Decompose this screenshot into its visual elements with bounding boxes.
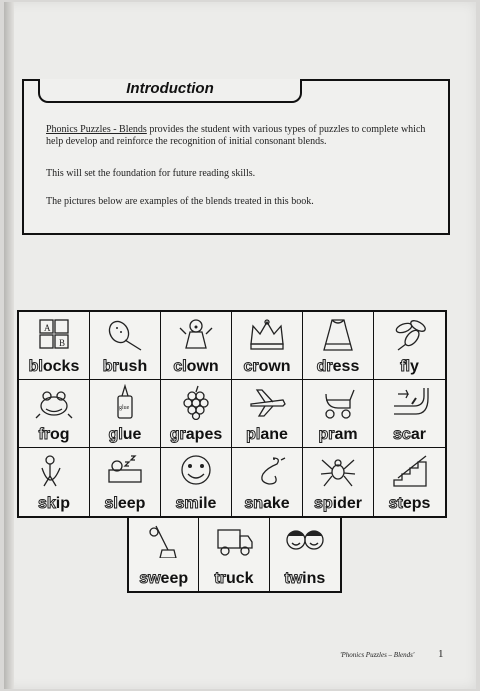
word-ending: og <box>50 426 70 443</box>
blend-letters: pr <box>318 426 335 443</box>
blend-letters: sp <box>313 495 333 512</box>
blend-letters: sn <box>244 495 263 512</box>
word-card-skip <box>19 448 90 516</box>
blend-word-grid-bottom <box>127 518 342 593</box>
word-ending: am <box>334 426 358 443</box>
crown-icon <box>247 316 287 352</box>
word-label <box>161 358 231 376</box>
blend-letters: br <box>102 358 119 375</box>
book-title-link: Phonics Puzzles - Blends <box>46 124 147 135</box>
word-label <box>161 495 231 513</box>
blend-letters: st <box>388 495 403 512</box>
blend-letters: sw <box>139 570 161 587</box>
word-label <box>129 570 198 588</box>
blend-letters: cl <box>173 358 187 375</box>
word-ending: apes <box>185 426 223 443</box>
word-card-pram <box>303 380 374 448</box>
word-card-fly <box>374 312 445 380</box>
word-card-crown <box>232 312 303 380</box>
pram-icon <box>318 384 358 420</box>
word-card-blocks <box>19 312 90 380</box>
blend-letters: cr <box>243 358 259 375</box>
word-card-scar <box>374 380 445 448</box>
intro-paragraph-1 <box>46 124 436 148</box>
blend-letters: fl <box>400 358 410 375</box>
word-card-glue <box>90 380 161 448</box>
word-card-truck <box>199 518 269 591</box>
word-label <box>374 495 445 513</box>
word-card-spider <box>303 448 374 516</box>
blend-letters: sk <box>37 495 56 512</box>
word-ending: eps <box>402 495 431 512</box>
word-label <box>232 358 302 376</box>
word-card-twins <box>270 518 340 591</box>
word-ending: own <box>258 358 291 375</box>
word-ending: ip <box>55 495 70 512</box>
plane-icon <box>247 384 287 420</box>
word-ending: ue <box>122 426 142 443</box>
word-label <box>232 495 302 513</box>
word-label <box>19 495 89 513</box>
word-ending: own <box>186 358 219 375</box>
word-label <box>303 358 373 376</box>
blend-word-grid <box>17 310 447 518</box>
word-card-sleep <box>90 448 161 516</box>
sweep-icon <box>144 522 184 558</box>
word-label <box>19 426 89 444</box>
word-label <box>232 426 302 444</box>
blend-letters: sl <box>104 495 118 512</box>
word-label <box>161 426 231 444</box>
blend-letters: tw <box>284 570 303 587</box>
word-ending: ocks <box>42 358 80 375</box>
word-label <box>270 570 340 588</box>
truck-icon <box>214 522 254 558</box>
word-card-frog <box>19 380 90 448</box>
word-ending: ane <box>260 426 288 443</box>
page-number: 1 <box>438 648 444 660</box>
word-card-snake <box>232 448 303 516</box>
word-label <box>90 358 160 376</box>
glue-icon <box>105 384 145 420</box>
word-ending: ush <box>118 358 148 375</box>
spider-icon <box>318 452 358 488</box>
page-binding <box>4 2 14 689</box>
intro-paragraph-2: This will set the foundation for future reading skills. <box>46 168 256 179</box>
word-ending: eep <box>117 495 146 512</box>
grapes-icon <box>176 384 216 420</box>
word-card-brush <box>90 312 161 380</box>
clown-icon <box>176 316 216 352</box>
brush-icon <box>105 316 145 352</box>
word-label <box>374 358 445 376</box>
dress-icon <box>318 316 358 352</box>
blend-letters: gr <box>169 426 186 443</box>
fly-icon <box>390 316 430 352</box>
word-ending: ider <box>332 495 362 512</box>
frog-icon <box>34 384 74 420</box>
intro-paragraph-3: The pictures below are examples of the blends treated in this book. <box>46 196 314 207</box>
scar-icon <box>390 384 430 420</box>
blend-letters: gl <box>108 426 123 443</box>
word-ending: ess <box>332 358 360 375</box>
svg-text:B: B <box>59 338 66 348</box>
blend-letters: tr <box>214 570 226 587</box>
word-label <box>374 426 445 444</box>
word-card-sweep <box>129 518 199 591</box>
word-label <box>90 495 160 513</box>
word-ending: ar <box>410 426 426 443</box>
intro-paragraph-1-rest: provides the student with various types of puzzles to complete which help develop and reinforce the recognition of initial consonant blends. <box>46 124 426 147</box>
word-card-smile <box>161 448 232 516</box>
snake-icon <box>247 452 287 488</box>
blocks-icon <box>34 316 74 352</box>
sleep-icon <box>105 452 145 488</box>
svg-text:A: A <box>44 323 51 333</box>
blend-letters: sc <box>393 426 411 443</box>
blend-letters: dr <box>316 358 333 375</box>
blend-letters: sm <box>175 495 199 512</box>
blend-letters: fr <box>38 426 50 443</box>
skip-icon <box>34 452 74 488</box>
word-ending: ile <box>198 495 217 512</box>
word-card-steps <box>374 448 445 516</box>
word-ending: ins <box>302 570 326 587</box>
footer-book-title: 'Phonics Puzzles – Blends' <box>340 651 415 659</box>
word-label <box>199 570 268 588</box>
svg-text:glue: glue <box>119 405 130 411</box>
word-label <box>303 426 373 444</box>
word-ending: ake <box>262 495 290 512</box>
word-ending: uck <box>225 570 254 587</box>
word-ending: y <box>409 358 419 375</box>
word-label <box>90 426 160 444</box>
smile-icon <box>176 452 216 488</box>
steps-icon <box>390 452 430 488</box>
word-card-plane <box>232 380 303 448</box>
word-card-clown <box>161 312 232 380</box>
word-card-dress <box>303 312 374 380</box>
blend-letters: pl <box>246 426 261 443</box>
word-ending: eep <box>160 570 189 587</box>
word-label <box>303 495 373 513</box>
word-label <box>19 358 89 376</box>
twins-icon <box>285 522 325 558</box>
word-card-grapes <box>161 380 232 448</box>
blend-letters: bl <box>28 358 43 375</box>
introduction-title: Introduction <box>126 80 214 97</box>
